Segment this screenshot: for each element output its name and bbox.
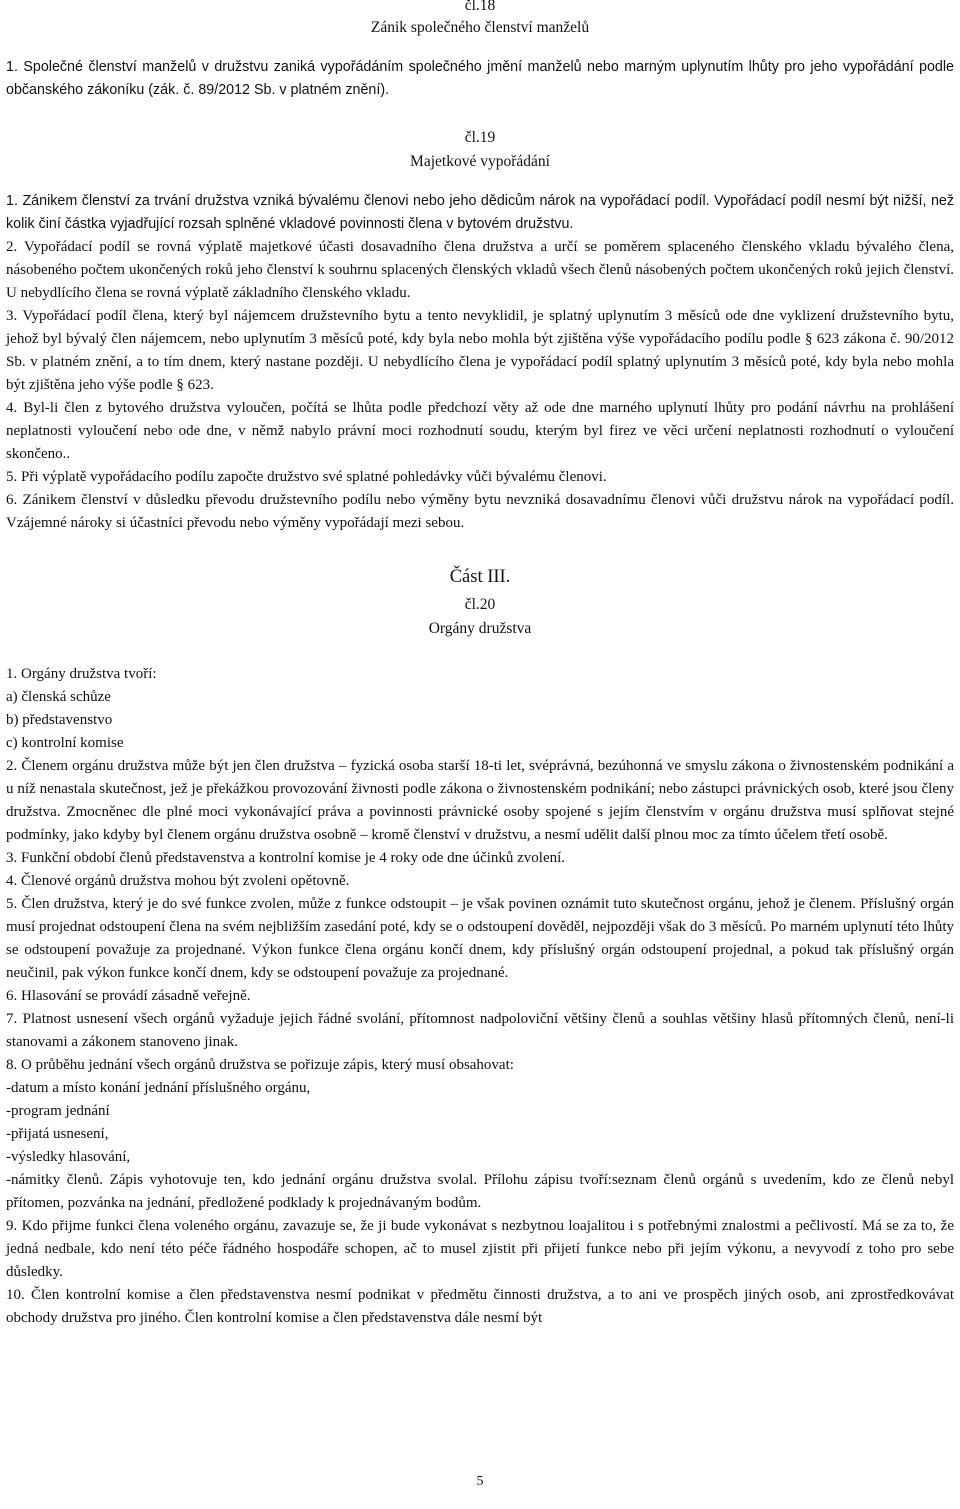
art20-paragraph-1: 1. Orgány družstva tvoří:	[6, 666, 157, 682]
article-19-number: čl.19	[464, 129, 496, 146]
art18-paragraph-1: 1. Společné členství manželů v družstvu zaniká vypořádáním společného jmění manželů nebo marným uplynutím lhůty pro jeho vypořádání podle občanského zákoníku (zák. č. 89/2012 Sb. v platném znění).	[6, 59, 954, 98]
art19-paragraph-5: 5. Při výplatě vypořádacího podílu započte družstvo své splatné pohledávky vůči bývalému členovi.	[6, 469, 607, 485]
art19-paragraph-3: 3. Vypořádací podíl člena, který byl nájemcem družstevního bytu a tento nevyklidil, je splatný uplynutím 3 měsíců ode dne vyklizení družstevního bytu, jehož byl bývalý člen nájemcem, nebo uplynutím 3 měsíců poté, kdy byla nebo mohla být zjištěna výše vypořádacího podílu podle § 623 zákona č. 90/2012 Sb. v platném znění, a to tím dnem, který nastane později. U nebydlícího člena je vypořádací podíl splatný uplynutím 3 měsíců poté, kdy byla nebo mohla být zjištěna jeho výše podle § 623.	[6, 308, 954, 393]
art20-paragraph-10: 10. Člen kontrolní komise a člen představenstva nesmí podnikat v předmětu činnosti družstva, a to ani ve prospěch jiných osob, ani zprostředkovávat obchody družstva pro jiného. Člen kontrolní komise a člen představenstva dále nesmí být	[6, 1287, 954, 1326]
art20-item-8d: -výsledky hlasování,	[6, 1149, 131, 1165]
art20-paragraph-2: 2. Členem orgánu družstva může být jen člen družstva – fyzická osoba starší 18-ti let, svéprávná, bezúhonná ve smyslu zákona o živnostenském podnikání a u níž nenastala skutečnost, jež je překážkou provozování živnosti podle zákona o živnostenském podnikání; nebo zástupci právnických osob, které jsou členy družstva. Zmocněnec dle plné moci vykonávající práva a povinnosti právnické osoby spojené s jejím členstvím v orgánu družstva musí splňovat stejné podmínky, jako kdyby byl členem orgánu družstva osobně – kromě členství v družstvu, a nesmí udělit další plnou moc za tímto účelem třetí osobě.	[6, 758, 954, 843]
art20-item-8c: -přijatá usnesení,	[6, 1126, 109, 1142]
art19-paragraph-2: 2. Vypořádací podíl se rovná výplatě majetkové účasti dosavadního člena družstva a určí se poměrem splaceného členského vkladu bývalého člena, násobeného počtem ukončených roků jeho členství k souhrnu splacených členských vkladů všech členů násobených počtem ukončených roků jejich členství. U nebydlícího člena se rovná výplatě základního členského vkladu.	[6, 239, 954, 301]
part-3-title: Část III.	[449, 567, 511, 587]
art20-paragraph-4: 4. Členové orgánů družstva mohou být zvoleni opětovně.	[6, 873, 350, 889]
article-18-title: Zánik společného členství manželů	[370, 19, 590, 36]
art20-item-a: a) členská schůze	[6, 689, 111, 705]
article-18-number: čl.18	[464, 0, 496, 14]
art20-paragraph-9: 9. Kdo přijme funkci člena voleného orgánu, zavazuje se, že ji bude vykonávat s nezbytnou loajalitou i s potřebnými znalostmi a pečlivostí. Má se za to, že jedná nedbale, kdo není této péče řádného hospodáře schopen, ač to musel zjistit při přijetí funkce nebo při jejím výkonu, a nevyvodí z toho pro sebe důsledky.	[6, 1218, 954, 1280]
page-number: 5	[476, 1474, 484, 1489]
art20-paragraph-6: 6. Hlasování se provádí zásadně veřejně.	[6, 988, 251, 1004]
article-20-number: čl.20	[464, 596, 496, 613]
art20-item-8a: -datum a místo konání jednání příslušného orgánu,	[6, 1080, 311, 1096]
art19-paragraph-4: 4. Byl-li člen z bytového družstva vyloučen, počítá se lhůta podle předchozí věty až ode dne marného uplynutí lhůty pro podání návrhu na prohlášení neplatnosti vyloučení nebo ode dne, v němž nabylo právní moci rozhodnutí soudu, kterým byl firez ve věci určení neplatnosti rozhodnutí o vyloučení skončeno..	[6, 400, 954, 462]
art19-paragraph-6: 6. Zánikem členství v důsledku převodu družstevního podílu nebo výměny bytu nevzniká dosavadnímu členovi vůči družstvu nárok na vypořádací podíl. Vzájemné nároky si účastníci převodu nebo výměny vypořádají mezi sebou.	[6, 492, 954, 531]
art20-paragraph-5: 5. Člen družstva, který je do své funkce zvolen, může z funkce odstoupit – je však povinen oznámit tuto skutečnost orgánu, jehož je členem. Příslušný orgán musí projednat odstoupení člena na svém nejbližším zasedání poté, kdy se o odstoupení dověděl, nejpozději však do 3 měsíců. Po marném uplynutí této lhůty se odstoupení považuje za projednané. Výkon funkce člena orgánu končí dnem, kdy příslušný orgán odstoupení projednal, a pokud tak příslušný orgán neučinil, pak výkon funkce končí dnem, kdy se odstoupení považuje za projednané.	[6, 896, 954, 981]
art20-paragraph-8: 8. O průběhu jednání všech orgánů družstva se pořizuje zápis, který musí obsahovat:	[6, 1057, 514, 1073]
article-19-title: Majetkové vypořádání	[410, 153, 550, 170]
art20-paragraph-7: 7. Platnost usnesení všech orgánů vyžaduje jejich řádné svolání, přítomnost nadpoloviční většiny členů a souhlas většiny hlasů přítomných členů, není-li stanovami a zákonem stanoveno jinak.	[6, 1011, 954, 1050]
art19-paragraph-1: 1. Zánikem členství za trvání družstva vzniká bývalému členovi nebo jeho dědicům nárok na vypořádací podíl. Vypořádací podíl nesmí být nižší, než kolik činí částka vyjadřující rozsah splněné vkladové povinnosti člena v bytovém družstvu.	[6, 193, 954, 232]
article-20-title: Orgány družstva	[428, 620, 532, 637]
art20-paragraph-3: 3. Funkční období členů představenstva a kontrolní komise je 4 roky ode dne účinků zvolení.	[6, 850, 566, 866]
art20-item-8b: -program jednání	[6, 1103, 110, 1119]
art20-item-b: b) představenstvo	[6, 712, 113, 728]
art20-item-8e: -námitky členů. Zápis vyhotovuje ten, kdo jednání orgánu družstva svolal. Přílohu zápisu tvoří:seznam členů orgánů s uvedením, kdo ze členů nebyl přítomen, pozvánka na jednání, předložené podklady k projednávaným bodům.	[6, 1172, 954, 1211]
art20-item-c: c) kontrolní komise	[6, 735, 124, 751]
